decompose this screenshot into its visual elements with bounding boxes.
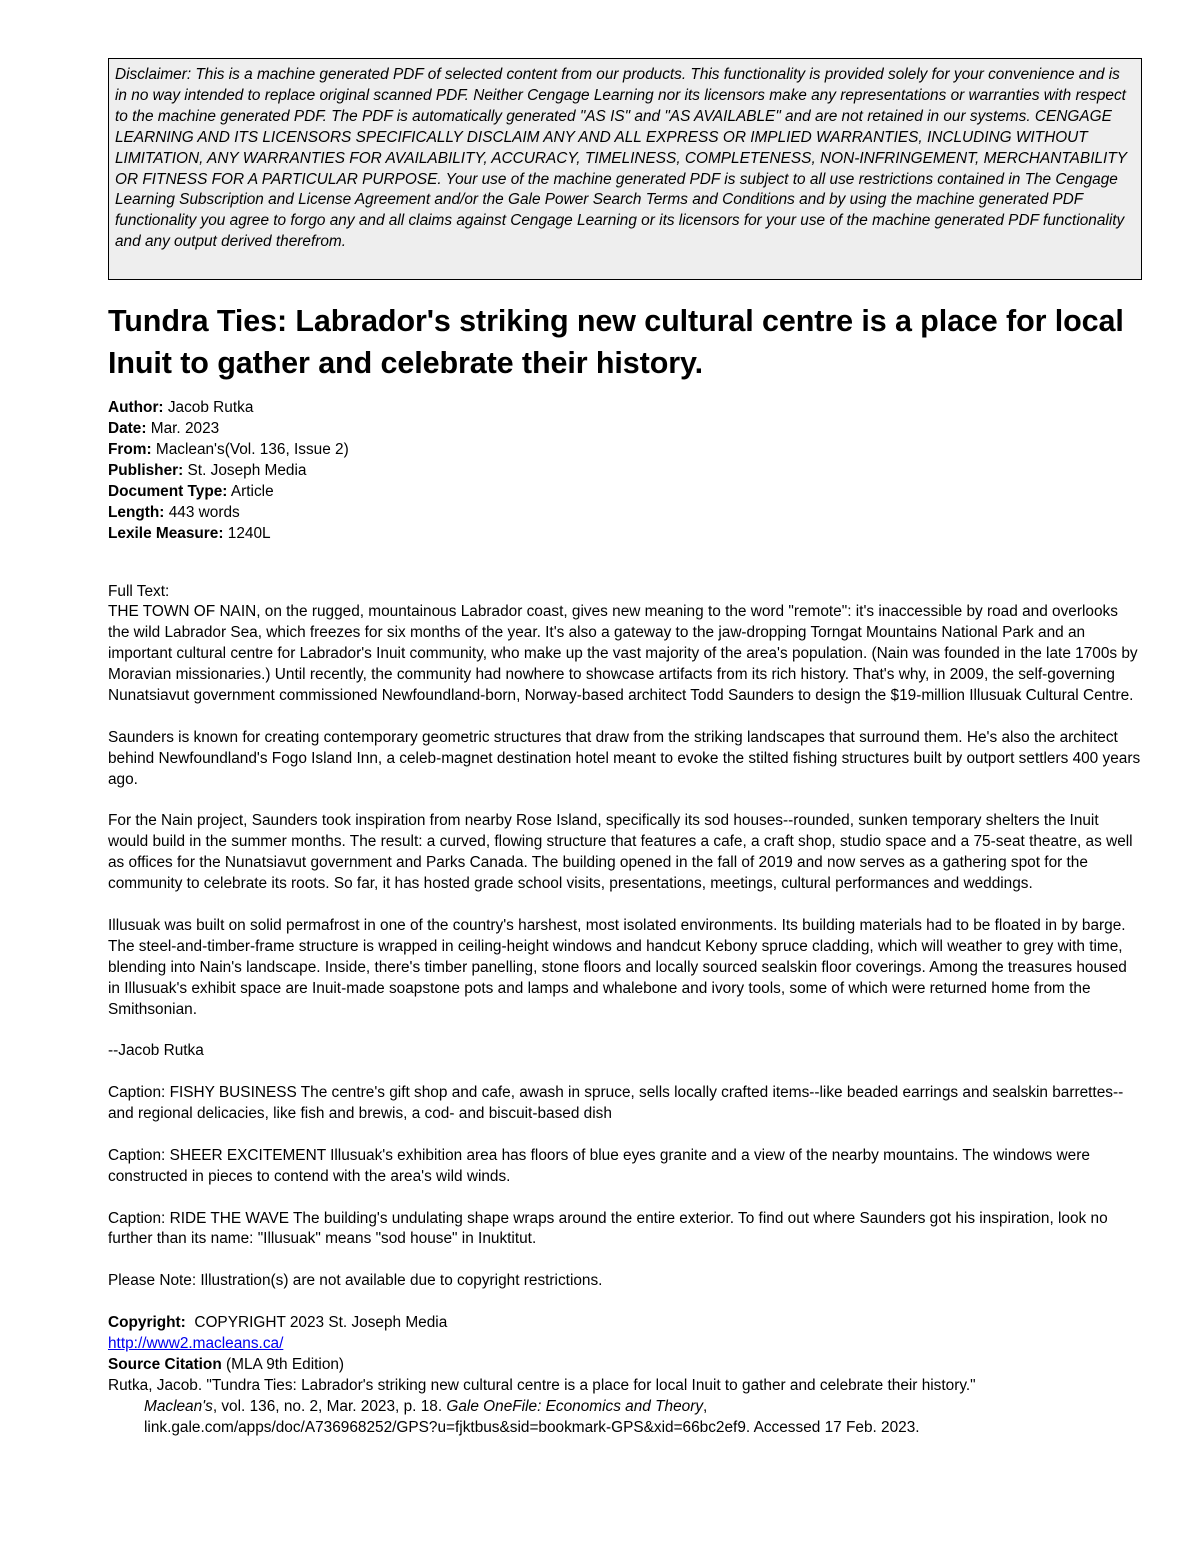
meta-date-label: Date: — [108, 420, 147, 438]
document-page — [108, 58, 1142, 1439]
disclaimer-box — [108, 58, 1142, 280]
meta-from — [108, 440, 1142, 461]
source-citation-heading — [108, 1355, 1142, 1376]
citation-details: , vol. 136, no. 2, Mar. 2023, p. 18. — [212, 1397, 447, 1415]
meta-doctype-value: Article — [227, 482, 274, 500]
full-text-label: Full Text: — [108, 582, 170, 600]
meta-publisher — [108, 461, 1142, 482]
paragraph-2: Saunders is known for creating contemporary geometric structures that draw from the striking landscapes that surround them. He's also the architect behind Newfoundland's Fogo Island Inn, a celeb-magnet destination hotel meant to evoke the stilted fishing structures built by outport settlers 400 years ago. — [108, 728, 1141, 788]
citation-comma: , — [703, 1397, 708, 1415]
source-citation-edition: (MLA 9th Edition) — [221, 1355, 345, 1373]
meta-doctype — [108, 482, 1142, 503]
publisher-link[interactable]: http://www2.macleans.ca/ — [108, 1334, 284, 1352]
citation-journal: Maclean's — [144, 1397, 213, 1415]
caption-1: Caption: FISHY BUSINESS The centre's gift shop and cafe, awash in spruce, sells locally crafted items--like beaded earrings and sealskin barrettes--and regional delicacies, like fish and brewis, a cod- and biscuit-based dish — [108, 1084, 1124, 1123]
copyright-label: Copyright: — [108, 1314, 186, 1332]
article-body — [108, 582, 1142, 1293]
citation-footer — [108, 1313, 1142, 1438]
caption-2: Caption: SHEER EXCITEMENT Illusuak's exhibition area has floors of blue eyes granite and a view of the nearby mountains. The windows were constructed in pieces to contend with the area's wild winds. — [108, 1146, 1090, 1185]
article-metadata — [108, 398, 1142, 544]
meta-publisher-value: St. Joseph Media — [183, 461, 307, 479]
meta-author-value: Jacob Rutka — [163, 399, 254, 417]
citation-line-2 — [108, 1397, 1142, 1418]
illustration-note: Please Note: Illustration(s) are not available due to copyright restrictions. — [108, 1272, 603, 1290]
meta-lexile — [108, 524, 1142, 545]
meta-date — [108, 419, 1142, 440]
meta-lexile-value: 1240L — [223, 524, 271, 542]
paragraph-3: For the Nain project, Saunders took inspiration from nearby Rose Island, specifically its sod houses--rounded, sunken temporary shelters the Inuit would build in the summer months. The result: a curved, flowing structure that features a cafe, a craft shop, studio space and a 75-seat theatre, as well as offices for the Nunatsiavut government and Parks Canada. The building opened in the fall of 2019 and now serves as a gathering spot for the community to celebrate its roots. So far, it has hosted grade school visits, presentations, meetings, cultural performances and weddings. — [108, 812, 1133, 893]
citation-line-3: link.gale.com/apps/doc/A736968252/GPS?u=fjktbus&sid=bookmark-GPS&xid=66bc2ef9. Accessed 17 Feb. 2023. — [144, 1418, 920, 1436]
meta-length-value: 443 words — [164, 503, 240, 521]
caption-3: Caption: RIDE THE WAVE The building's undulating shape wraps around the entire exterior. To find out where Saunders got his inspiration, look no further than its name: "Illusuak" means "sod house" in Inuktitut. — [108, 1209, 1108, 1248]
copyright-value: COPYRIGHT 2023 St. Joseph Media — [185, 1314, 448, 1332]
source-citation-label: Source Citation — [108, 1355, 222, 1373]
meta-length-label: Length: — [108, 503, 165, 521]
meta-lexile-label: Lexile Measure: — [108, 524, 224, 542]
copyright-line — [108, 1313, 1142, 1334]
meta-from-label: From: — [108, 440, 152, 458]
author-signoff: --Jacob Rutka — [108, 1042, 204, 1060]
citation-database: Gale OneFile: Economics and Theory — [446, 1397, 704, 1415]
paragraph-1: THE TOWN OF NAIN, on the rugged, mountainous Labrador coast, gives new meaning to the word "remote": it's inaccessible by road and overlooks the wild Labrador Sea, which freezes for six months of the year. It's also a gateway to the jaw-dropping Torngat Mountains National Park and an important cultural centre for Labrador's Inuit community, who make up the vast majority of the area's population. (Nain was founded in the late 1700s by Moravian missionaries.) Until recently, the community had nowhere to showcase artifacts from its rich history. That's why, in 2009, the self-governing Nunatsiavut government commissioned Newfoundland-born, Norway-based architect Todd Saunders to design the $19-million Illusuak Cultural Centre. — [108, 603, 1138, 705]
publisher-link-line — [108, 1334, 1142, 1355]
meta-author-label: Author: — [108, 399, 164, 417]
meta-from-value: Maclean's(Vol. 136, Issue 2) — [151, 440, 349, 458]
meta-publisher-label: Publisher: — [108, 461, 184, 479]
meta-length — [108, 503, 1142, 524]
meta-date-value: Mar. 2023 — [146, 420, 220, 438]
disclaimer-text: Disclaimer: This is a machine generated PDF of selected content from our products. This functionality is provided solely for your convenience and is in no way intended to replace original scanned PDF. Neither Cengage Learning nor its licensors make any representations or warranties with respect to the machine generated PDF. The PDF is automatically generated "AS IS" and "AS AVAILABLE" and are not retained in our systems. CENGAGE LEARNING AND ITS LICENSORS SPECIFICALLY DISCLAIM ANY AND ALL EXPRESS OR IMPLIED WARRANTIES, INCLUDING WITHOUT LIMITATION, ANY WARRANTIES FOR AVAILABILITY, ACCURACY, TIMELINESS, COMPLETENESS, NON-INFRINGEMENT, MERCHANTABILITY OR FITNESS FOR A PARTICULAR PURPOSE. Your use of the machine generated PDF is subject to all use restrictions contained in The Cengage Learning Subscription and License Agreement and/or the Gale Power Search Terms and Conditions and by using the machine generated PDF functionality you agree to forgo any and all claims against Cengage Learning or its licensors for your use of the machine generated PDF functionality and any output derived therefrom. — [115, 66, 1127, 251]
article-title: Tundra Ties: Labrador's striking new cultural centre is a place for local Inuit to gather and celebrate their history. — [108, 304, 1124, 381]
paragraph-4: Illusuak was built on solid permafrost in one of the country's harshest, most isolated environments. Its building materials had to be floated in by barge. The steel-and-timber-frame structure is wrapped in ceiling-height windows and handcut Kebony spruce cladding, which will weather to grey with time, blending into Nain's landscape. Inside, there's timber panelling, stone floors and locally sourced sealskin floor coverings. Among the treasures housed in Illusuak's exhibit space are Inuit-made soapstone pots and lamps and whalebone and ivory tools, some of which were returned home from the Smithsonian. — [108, 916, 1127, 1018]
citation-line-1: Rutka, Jacob. "Tundra Ties: Labrador's striking new cultural centre is a place for local Inuit to gather and celebrate their history." — [108, 1376, 976, 1394]
meta-author — [108, 398, 1142, 419]
meta-doctype-label: Document Type: — [108, 482, 228, 500]
